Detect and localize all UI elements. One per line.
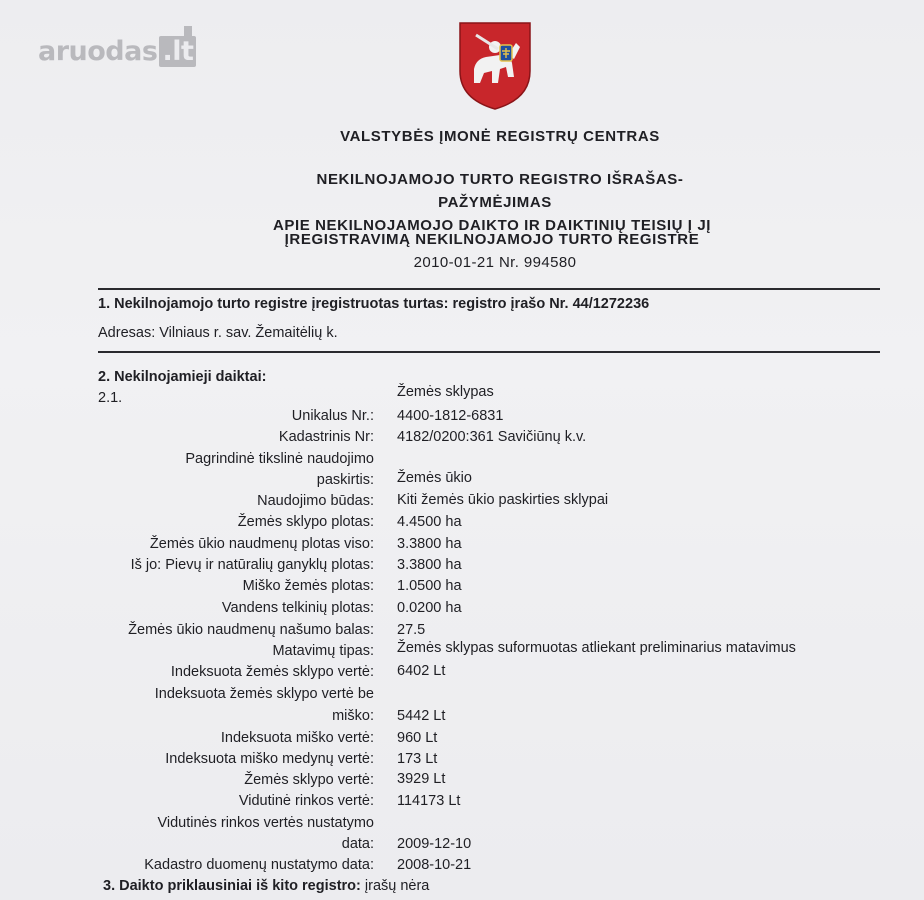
org-heading: VALSTYBĖS ĮMONĖ REGISTRŲ CENTRAS [340,128,660,145]
row-value: Žemės ūkio [397,470,472,486]
row-label: Žemės ūkio naudmenų plotas viso: [149,536,374,552]
row-label: Žemės sklypo plotas: [237,514,374,530]
row-value: 5442 Lt [397,708,446,724]
doc-title-line4: ĮREGISTRAVIMĄ NEKILNOJAMOJO TURTO REGISTRE [284,231,700,248]
row-value: 1.0500 ha [397,578,462,594]
item-number: 2.1. [98,390,123,406]
row-label: Miško žemės plotas: [242,578,374,594]
row-value: 173 Lt [397,751,438,767]
row-label: paskirtis: [316,472,374,488]
row-label: Indeksuota miško medynų vertė: [165,751,374,767]
row-value: 4182/0200:361 Savičiūnų k.v. [397,429,587,445]
row-label: Pagrindinė tikslinė naudojimo [185,451,374,467]
row-value: 114173 Lt [397,793,461,809]
row-label: Vidutinė rinkos vertė: [238,793,374,809]
row-value: 3929 Lt [397,771,446,787]
row-label: Žemės sklypo vertė: [244,772,374,788]
item-type: Žemės sklypas [397,384,494,400]
row-label: Vidutinės rinkos vertės nustatymo [157,815,374,831]
row-value: 4400-1812-6831 [397,408,504,424]
row-label: Iš jo: Pievų ir natūralių ganyklų plotas: [130,557,374,573]
doc-title-line1: NEKILNOJAMOJO TURTO REGISTRO IŠRAŠAS- [316,171,684,188]
row-label: Indeksuota miško vertė: [220,730,374,746]
divider [98,351,880,353]
doc-date-number: 2010-01-21 Nr. 994580 [413,254,577,271]
address: Adresas: Vilniaus r. sav. Žemaitėlių k. [98,325,338,341]
lithuanian-coat-of-arms-icon [456,19,534,111]
watermark-tld: lt [172,36,194,67]
divider [98,288,880,290]
section3-value: įrašų nėra [364,878,430,894]
aruodas-watermark: aruodas .lt [38,36,196,67]
row-value: 0.0200 ha [397,600,462,616]
row-label: Indeksuota žemės sklypo vertė be [154,686,374,702]
row-value: 2008-10-21 [397,857,472,873]
row-value: 27.5 [397,622,426,638]
row-value: 3.3800 ha [397,557,462,573]
row-label: Kadastro duomenų nustatymo data: [144,857,374,873]
watermark-brand: aruodas [38,36,158,67]
section2-heading: 2. Nekilnojamieji daiktai: [98,369,267,385]
row-value: 6402 Lt [397,663,446,679]
doc-title-line3: APIE NEKILNOJAMOJO DAIKTO IR DAIKTINIŲ TEISIŲ Į JĮ [272,217,712,234]
section3-heading: 3. Daikto priklausiniai iš kito registro: [103,878,361,894]
row-value: 3.3800 ha [397,536,462,552]
row-label: Vandens telkinių plotas: [221,600,374,616]
row-label: miško: [332,708,374,724]
row-label: Matavimų tipas: [272,643,374,659]
section3-line [103,878,429,894]
row-label: Unikalus Nr.: [291,408,374,424]
row-value: Kiti žemės ūkio paskirties sklypai [397,492,609,508]
row-value: 4.4500 ha [397,514,462,530]
row-label: Naudojimo būdas: [257,493,374,509]
section1-heading: 1. Nekilnojamojo turto registre įregistruotas turtas: registro įrašo Nr. 44/1272236 [98,296,650,312]
row-value: 2009-12-10 [397,836,472,852]
row-value: Žemės sklypas suformuotas atliekant preliminarius matavimus [397,640,796,656]
row-label: Indeksuota žemės sklypo vertė: [170,664,374,680]
doc-title-line2: PAŽYMĖJIMAS [438,194,552,211]
row-label: data: [341,836,374,852]
row-label: Žemės ūkio naudmenų našumo balas: [128,622,374,638]
row-value: 960 Lt [397,730,438,746]
row-label: Kadastrinis Nr: [278,429,374,445]
